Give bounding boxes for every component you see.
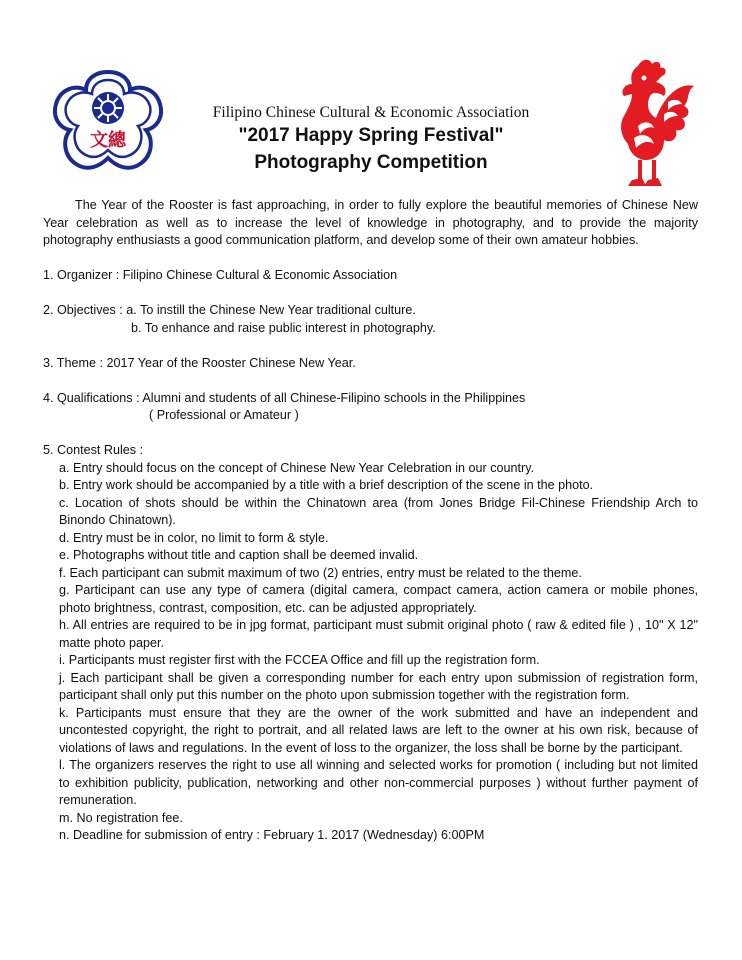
theme-line: 3. Theme : 2017 Year of the Rooster Chinese New Year. — [43, 355, 356, 370]
organizer-section — [43, 267, 698, 285]
contest-rules-heading: 5. Contest Rules : — [43, 443, 144, 457]
objective-b: b. To enhance and raise public interest in photography. — [131, 320, 436, 335]
objective-a: 2. Objectives : a. To instill the Chinese New Year traditional culture. — [43, 303, 416, 317]
rule-j: j. Each participant shall be given a corresponding number for each entry upon submission of registration form, participant shall only put this number on the photo upon submission together with the registration form. — [59, 670, 698, 702]
contest-rules-section — [43, 442, 698, 845]
rule-f: f. Each participant can submit maximum of two (2) entries, entry must be related to the theme. — [59, 565, 582, 580]
competition-title: "2017 Happy Spring Festival" — [238, 125, 504, 146]
rule-b: b. Entry work should be accompanied by a title with a brief description of the scene in the photo. — [59, 478, 594, 492]
rule-d: d. Entry must be in color, no limit to form & style. — [59, 530, 329, 545]
organizer-line: 1. Organizer : Filipino Chinese Cultural & Economic Association — [43, 268, 398, 282]
rule-e: e. Photographs without title and caption shall be deemed invalid. — [59, 548, 419, 562]
logo-characters: 文總 — [90, 130, 126, 151]
intro-paragraph: The Year of the Rooster is fast approaching, in order to fully explore the beautiful memories of Chinese New Year celebration as well as to increase the level of knowledge in photography, and to provide the majority photography enthusiasts a good communication platform, and develop some of their own amateur hobbies. — [43, 198, 698, 247]
flyer-body — [43, 197, 698, 845]
rule-l: l. The organizers reserves the right to use all winning and selected works for promotion ( including but not limited to exhibition publicity, publication, networking and other non-commercial purposes ) without further payment of remuneration. — [59, 758, 698, 807]
rule-m: m. No registration fee. — [59, 810, 183, 825]
rule-i: i. Participants must register first with the FCCEA Office and fill up the registration form. — [59, 653, 540, 667]
qualifications-note: ( Professional or Amateur ) — [149, 408, 299, 422]
rule-k: k. Participants must ensure that they are the owner of the work submitted and have an independent and uncontested copyright, the right to portrait, and all related laws are left to the owner at his own risk, because of violations of laws and regulations. In the event of loss to the organizer, the loss shall be borne by the participant. — [59, 705, 698, 755]
organization-name — [0, 104, 742, 122]
competition-subtitle: Photography Competition — [254, 152, 488, 173]
qualifications-line: 4. Qualifications : Alumni and students of all Chinese-Filipino schools in the Philippines — [43, 390, 526, 405]
qualifications-section — [43, 390, 698, 425]
rule-g: g. Participant can use any type of camera (digital camera, compact camera, action camera or mobile phones, photo brightness, contrast, composition, etc. can be adjusted appropriately. — [59, 583, 698, 615]
objectives-section — [43, 302, 698, 337]
organization-name-text: Filipino Chinese Cultural & Economic Association — [212, 104, 530, 121]
rule-c: c. Location of shots should be within the Chinatown area (from Jones Bridge Fil-Chinese Friendship Arch to Binondo Chinatown). — [59, 495, 698, 527]
rule-h: h. All entries are required to be in jpg format, participant must submit original photo ( raw & edited file ) , 10" X 12" matte photo paper. — [59, 618, 698, 650]
rule-n: n. Deadline for submission of entry : February 1. 2017 (Wednesday) 6:00PM — [59, 828, 485, 842]
rule-a: a. Entry should focus on the concept of Chinese New Year Celebration in our country. — [59, 460, 535, 475]
theme-section — [43, 355, 698, 373]
